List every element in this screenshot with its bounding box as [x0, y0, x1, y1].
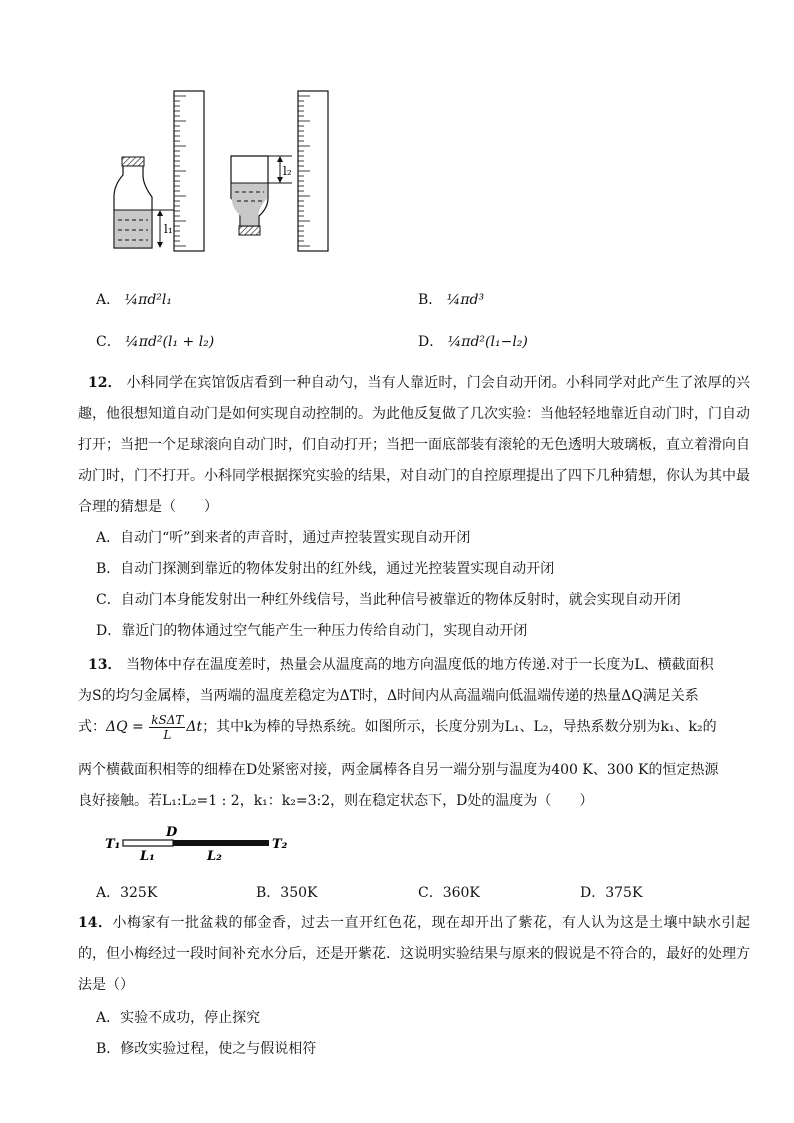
rod-label-d: D [166, 825, 178, 840]
q12-option-c[interactable]: C．自动门本身能发射出一种红外线信号，当此种信号被靠近的物体反射时，就会实现自动开闭 [96, 592, 681, 608]
q13-option-b[interactable]: B．350K [256, 885, 318, 901]
q12-stem: 12． 小科同学在宾馆饭店看到一种自动勺，当有人靠近时，门会自动开闭。小科同学对此产生了浓厚的兴趣，他很想知道自动门是如何实现自动控制的。为此他反复做了几次实验：当他轻轻地靠近自动门时，门自动打开；当把一个足球滚向自动门时，们自动打开；当把一面底部装有滚轮的无色透明大玻璃板，直立着滑向自动门时，门不打开。小科同学根据探究实验的结果，对自动门的自控原理提出了四下几种猜想，你认为其中最合理的猜想是（ ） [78, 375, 751, 515]
rod-l2 [173, 840, 269, 846]
l1-label: l₁ [164, 222, 173, 236]
rod-label-t1: T₁ [105, 837, 121, 852]
rod-label-t2: T₂ [272, 837, 288, 852]
q13-formula-numerator: kSΔT [151, 712, 184, 727]
q12-option-d[interactable]: D．靠近门的物体通过空气能产生一种压力传给自动门，实现自动开闭 [96, 623, 528, 639]
q13-line-3: 式：ΔQ = $\frac{\text{kSΔT}}{L}$ Δt；其中k为棒的导热系统。如图所示，长度分别为L₁、L₂，导热系数分别为k₁、k₂的 [78, 712, 717, 742]
q13-option-a[interactable]: A．325K [96, 885, 158, 901]
rod-label-l2: L₂ [207, 849, 222, 864]
q11-option-a-expr: ¼πd²l₁ [124, 292, 173, 308]
q13-formula-denominator: L [163, 727, 172, 742]
q11-option-c[interactable]: C． ¼πd²(l₁ + l₂) [96, 334, 215, 350]
q14-option-b[interactable]: B．修改实验过程，使之与假说相符 [96, 1041, 317, 1057]
q13-number: 13． [88, 657, 122, 673]
q13-line-1: 13． 当物体中存在温度差时，热量会从温度高的地方向温度低的地方传递.对于一长度为L、横截面积 [88, 657, 714, 673]
q12-option-b[interactable]: B．自动门探测到靠近的物体发射出的红外线，通过光控装置实现自动开闭 [96, 561, 555, 577]
q13-option-d[interactable]: D．375K [580, 885, 643, 901]
q14-stem: 14．小梅家有一批盆栽的郁金香，过去一直开红色花，现在却开出了紫花，有人认为这是土壤中缺水引起的，但小梅经过一段时间补充水分后，还是开紫花．这说明实验结果与原来的假说是不符合的，最好的处理方法是（） [78, 915, 750, 993]
bottle-ruler-figure [100, 85, 340, 260]
q13-option-c[interactable]: C．360K [418, 885, 480, 901]
q12-number: 12． [88, 375, 122, 391]
inverted-bottle [231, 156, 268, 235]
upright-bottle [114, 157, 152, 248]
q11-option-c-expr: ¼πd²(l₁ + l₂) [125, 334, 215, 350]
rod-figure [100, 822, 300, 864]
rod-l1 [123, 840, 173, 846]
q13-line-5: 良好接触。若L₁:L₂=1 : 2，k₁：k₂=3:2，则在稳定状态下，D处的温度为（ ） [78, 793, 594, 809]
q13-line-4: 两个横截面积相等的细棒在D处紧密对接，两金属棒各自另一端分别与温度为400 K、300 K的恒定热源 [78, 762, 719, 778]
q14-option-a[interactable]: A．实验不成功，停止探究 [96, 1010, 261, 1026]
l2-label: l₂ [283, 164, 292, 178]
q11-option-b[interactable]: B． ¼πd³ [418, 292, 485, 308]
q14-number: 14． [78, 915, 113, 931]
left-ruler [174, 91, 204, 251]
q13-line-2: 为S的均匀金属棒，当两端的温度差稳定为ΔT时，Δ时间内从高温端向低温端传递的热量ΔQ满足关系 [78, 688, 699, 704]
rod-label-l1: L₁ [140, 849, 155, 864]
q13-formula: ΔQ = $\frac{\text{kSΔT}}{L}$ Δt [106, 712, 203, 742]
q12-option-a[interactable]: A．自动门“听”到来者的声音时，通过声控装置实现自动开闭 [96, 530, 471, 546]
right-ruler [298, 91, 328, 251]
q11-option-d-expr: ¼πd²(l₁−l₂) [447, 334, 528, 350]
q11-option-a[interactable]: A． ¼πd²l₁ [96, 292, 173, 308]
q11-option-d[interactable]: D． ¼πd²(l₁−l₂) [418, 334, 528, 350]
q11-option-b-expr: ¼πd³ [446, 292, 485, 308]
